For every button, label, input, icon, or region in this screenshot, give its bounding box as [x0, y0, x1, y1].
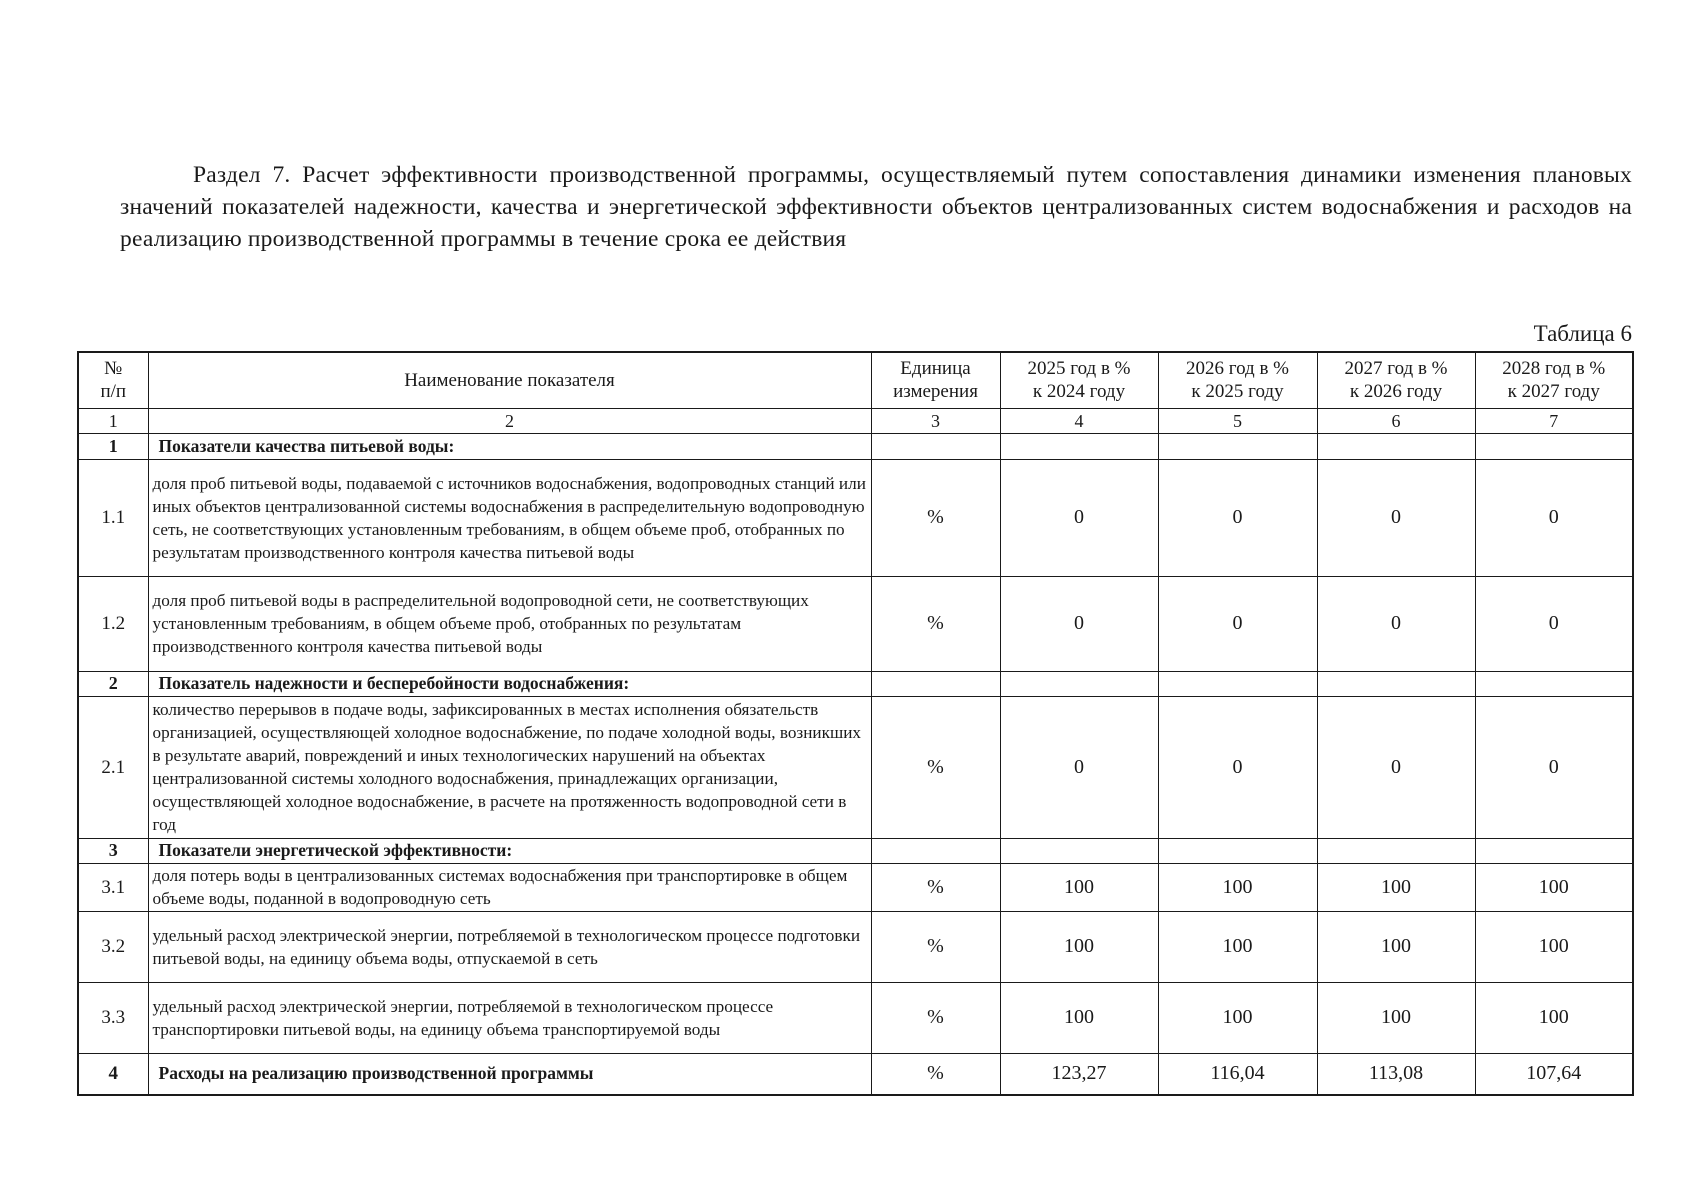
value-2028: 100	[1475, 863, 1633, 911]
table-row	[78, 576, 1633, 671]
value-2027: 0	[1317, 576, 1475, 671]
value-2027: 0	[1317, 696, 1475, 838]
table-row	[78, 459, 1633, 576]
group-row-reliability	[78, 671, 1633, 696]
empty-cell	[1000, 838, 1158, 863]
header-2028	[1475, 352, 1633, 408]
indicator-name: количество перерывов в подаче воды, зафиксированных в местах исполнения обязательств организацией, осуществляющей холодное водоснабжение, по подаче холодной воды, возникших в результате аварий, повреждений и иных технологических нарушений на объектах централизованной системы холодного водоснабжения, принадлежащих организации, осуществляющей холодное водоснабжение, в расчете на протяженность водопроводной сети в год	[148, 696, 871, 838]
header-2028-text: 2028 год в % к 2027 году	[1502, 358, 1606, 403]
value-2028: 0	[1475, 576, 1633, 671]
group-row-energy	[78, 838, 1633, 863]
value-2027: 100	[1317, 911, 1475, 982]
empty-cell	[1317, 671, 1475, 696]
indicators-table	[77, 351, 1634, 1096]
unit-cell: %	[871, 696, 1000, 838]
value-2025: 100	[1000, 863, 1158, 911]
unit-cell: %	[871, 982, 1000, 1053]
indicator-name: доля проб питьевой воды в распределительной водопроводной сети, не соответствующих установленным требованиям, в общем объеме проб, отобранных по результатам производственного контроля качества питьевой воды	[148, 576, 871, 671]
empty-cell	[1475, 838, 1633, 863]
value-2026: 100	[1158, 982, 1317, 1053]
column-index: 4	[1000, 408, 1158, 433]
table-caption: Таблица 6	[1533, 321, 1632, 346]
row-number: 1.2	[78, 576, 148, 671]
total-row-expenses	[78, 1053, 1633, 1095]
row-number: 2.1	[78, 696, 148, 838]
value-2026: 100	[1158, 863, 1317, 911]
empty-cell	[1158, 433, 1317, 459]
column-index: 1	[78, 408, 148, 433]
value-2025: 0	[1000, 459, 1158, 576]
row-number: 3.3	[78, 982, 148, 1053]
header-2026	[1158, 352, 1317, 408]
column-index-row	[78, 408, 1633, 433]
table-row	[78, 982, 1633, 1053]
indicator-name: доля проб питьевой воды, подаваемой с источников водоснабжения, водопроводных станций или иных объектов централизованной системы водоснабжения в распределительную водопроводную сеть, не соответствующих установленным требованиям, в общем объеме проб, отобранных по результатам производственного контроля качества питьевой воды	[148, 459, 871, 576]
header-2025	[1000, 352, 1158, 408]
value-2028: 0	[1475, 459, 1633, 576]
empty-cell	[1317, 433, 1475, 459]
value-2025: 123,27	[1000, 1053, 1158, 1095]
table-row	[78, 863, 1633, 911]
indicator-name: Расходы на реализацию производственной программы	[148, 1053, 871, 1095]
column-index: 5	[1158, 408, 1317, 433]
row-number: 2	[78, 671, 148, 696]
empty-cell	[1475, 433, 1633, 459]
indicator-name: удельный расход электрической энергии, потребляемой в технологическом процессе подготовки питьевой воды, на единицу объема воды, отпускаемой в сеть	[148, 911, 871, 982]
value-2027: 0	[1317, 459, 1475, 576]
indicator-name: удельный расход электрической энергии, потребляемой в технологическом процессе транспортировки питьевой воды, на единицу объема транспортируемой воды	[148, 982, 871, 1053]
value-2027: 113,08	[1317, 1053, 1475, 1095]
column-index: 2	[148, 408, 871, 433]
value-2025: 100	[1000, 911, 1158, 982]
group-title: Показатели энергетической эффективности:	[148, 838, 871, 863]
value-2025: 100	[1000, 982, 1158, 1053]
header-row	[78, 352, 1633, 408]
value-2025: 0	[1000, 576, 1158, 671]
header-2026-text: 2026 год в % к 2025 году	[1186, 358, 1289, 403]
value-2026: 116,04	[1158, 1053, 1317, 1095]
indicator-name: доля потерь воды в централизованных системах водоснабжения при транспортировке в общем объеме воды, поданной в водопроводную сеть	[148, 863, 871, 911]
value-2026: 0	[1158, 696, 1317, 838]
empty-cell	[871, 671, 1000, 696]
empty-cell	[1317, 838, 1475, 863]
header-name	[148, 352, 871, 408]
header-2025-text: 2025 год в % к 2024 году	[1027, 358, 1131, 403]
column-index: 7	[1475, 408, 1633, 433]
value-2026: 100	[1158, 911, 1317, 982]
row-number: 3	[78, 838, 148, 863]
unit-cell: %	[871, 459, 1000, 576]
empty-cell	[1000, 671, 1158, 696]
unit-cell: %	[871, 863, 1000, 911]
empty-cell	[1475, 671, 1633, 696]
unit-cell: %	[871, 1053, 1000, 1095]
group-row-quality	[78, 433, 1633, 459]
section-title: Раздел 7. Расчет эффективности производственной программы, осуществляемый путем сопоставления динамики изменения плановых значений показателей надежности, качества и энергетической эффективности объектов централизованных систем водоснабжения и расходов на реализацию производственной программы в течение срока ее действия	[120, 162, 1632, 252]
value-2028: 107,64	[1475, 1053, 1633, 1095]
empty-cell	[1158, 671, 1317, 696]
unit-cell: %	[871, 576, 1000, 671]
table-row	[78, 911, 1633, 982]
value-2028: 0	[1475, 696, 1633, 838]
value-2027: 100	[1317, 982, 1475, 1053]
empty-cell	[1000, 433, 1158, 459]
row-number: 1	[78, 433, 148, 459]
row-number: 1.1	[78, 459, 148, 576]
header-name-text: Наименование показателя	[404, 369, 615, 391]
header-num-text: № п/п	[100, 358, 127, 403]
header-unit-text: Единица измерения	[893, 358, 978, 403]
empty-cell	[871, 433, 1000, 459]
empty-cell	[871, 838, 1000, 863]
column-index: 6	[1317, 408, 1475, 433]
row-number: 3.1	[78, 863, 148, 911]
value-2027: 100	[1317, 863, 1475, 911]
group-title: Показатели качества питьевой воды:	[148, 433, 871, 459]
table-row	[78, 696, 1633, 838]
row-number: 4	[78, 1053, 148, 1095]
value-2025: 0	[1000, 696, 1158, 838]
header-2027-text: 2027 год в % к 2026 году	[1344, 358, 1448, 403]
value-2026: 0	[1158, 459, 1317, 576]
header-unit	[871, 352, 1000, 408]
unit-cell: %	[871, 911, 1000, 982]
value-2028: 100	[1475, 911, 1633, 982]
header-2027	[1317, 352, 1475, 408]
value-2026: 0	[1158, 576, 1317, 671]
value-2028: 100	[1475, 982, 1633, 1053]
row-number: 3.2	[78, 911, 148, 982]
group-title: Показатель надежности и бесперебойности водоснабжения:	[148, 671, 871, 696]
column-index: 3	[871, 408, 1000, 433]
empty-cell	[1158, 838, 1317, 863]
header-num	[78, 352, 148, 408]
